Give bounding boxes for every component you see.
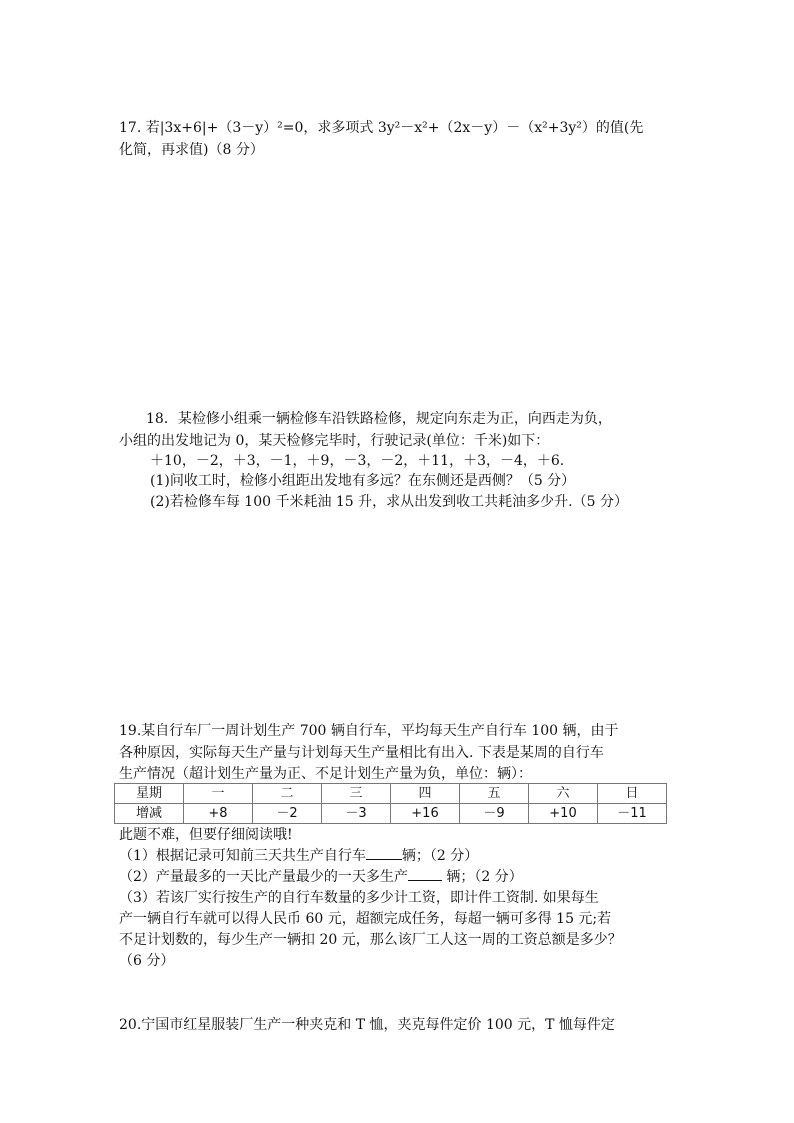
q18-records: ＋10，－2，＋3，－1，＋9，－3，－2，＋11，＋3，－4，＋6. [150,453,565,469]
q19-part-2 [119,867,523,887]
q19-part-1-text-b: 辆；（2 分） [401,848,479,864]
table-header-weekday: 星期 [115,784,184,804]
answer-blank-1[interactable] [366,846,402,860]
table-cell-change: +8 [184,804,253,824]
q18-part-2: (2)若检修车每 100 千米耗油 15 升，求从出发到收工共耗油多少升.（5 分） [150,494,628,510]
q19-line-2: 各种原因，实际每天生产量与计划每天生产量相比有出入. 下表是某周的自行车 [119,745,604,761]
table-cell-change: －3 [322,804,391,824]
answer-blank-2[interactable] [408,867,442,881]
table-row-days [115,784,667,804]
table-cell-day: 六 [529,784,598,804]
table-cell-change: －11 [598,804,667,824]
production-table [114,783,667,824]
q20-line-1: 20.宁国市红星服装厂生产一种夹克和 T 恤，夹克每件定价 100 元，T 恤每件定 [119,1017,615,1033]
table-cell-change: +10 [529,804,598,824]
table-cell-change: －9 [460,804,529,824]
q18-part-1: (1)问收工时，检修小组距出发地有多远？在东侧还是西侧？（5 分） [150,473,576,489]
q17-line-1: 17. 若|3x+6|+（3－y）²=0，求多项式 3y²－x²+（2x－y）－（x²+3y²）的值(先 [119,120,644,136]
table-cell-day: 一 [184,784,253,804]
q19-part-2-text-b: 辆；（2 分） [441,869,523,885]
table-header-change: 增减 [115,804,184,824]
q18-line-1: 18．某检修小组乘一辆检修车沿铁路检修，规定向东走为正，向西走为负， [146,411,612,427]
q19-line-1: 19.某自行车厂一周计划生产 700 辆自行车，平均每天生产自行车 100 辆，由于 [119,723,619,739]
table-cell-day: 日 [598,784,667,804]
q19-part-3-line-4: （6 分） [119,953,175,969]
q19-part-1-text-a: （1）根据记录可知前三天共生产自行车 [119,848,366,864]
table-cell-change: +16 [391,804,460,824]
q19-part-3-line-2: 产一辆自行车就可以得人民币 60 元，超额完成任务，每超一辆可多得 15 元;若 [119,911,612,927]
q17-line-2: 化简，再求值)（8 分） [119,142,264,158]
table-cell-day: 五 [460,784,529,804]
table-cell-day: 四 [391,784,460,804]
q19-note: 此题不难，但要仔细阅读哦! [119,827,293,843]
table-cell-change: －2 [253,804,322,824]
q19-part-3-line-1: （3）若该厂实行按生产的自行车数量的多少计工资，即计件工资制. 如果每生 [119,890,599,906]
q18-line-2: 小组的出发地记为 0，某天检修完毕时，行驶记录(单位：千米)如下： [119,433,550,449]
q19-part-2-text-a: （2）产量最多的一天比产量最少的一天多生产 [119,869,408,885]
q19-part-3-line-3: 不足计划数的，每少生产一辆扣 20 元，那么该厂工人这一周的工资总额是多少？ [119,932,622,948]
q19-part-1 [119,846,478,866]
table-cell-day: 二 [253,784,322,804]
table-cell-day: 三 [322,784,391,804]
table-row-changes [115,804,667,824]
q19-line-3: 生产情况（超计划生产量为正、不足计划生产量为负，单位：辆）： [119,766,532,782]
